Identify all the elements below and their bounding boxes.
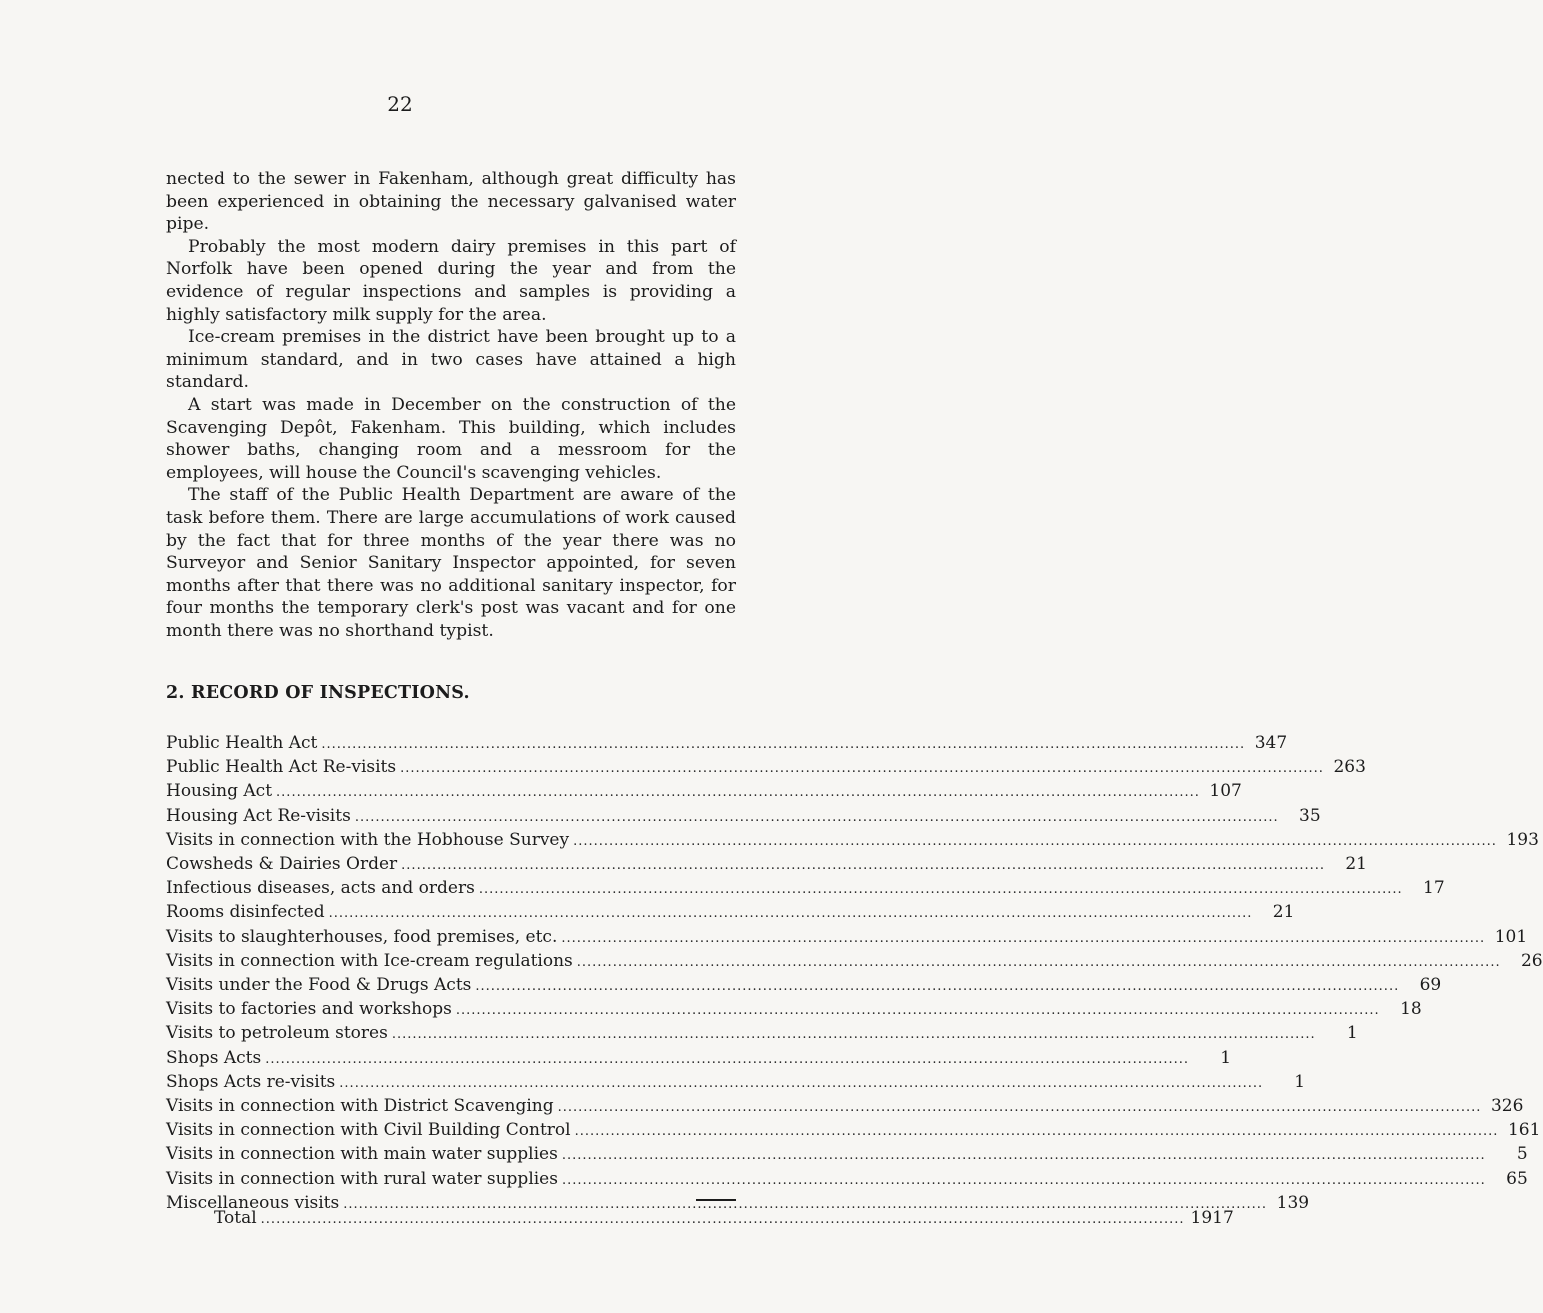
page-number: 22	[387, 92, 413, 116]
inspection-row	[166, 1022, 1358, 1046]
inspection-count: 139	[1276, 1192, 1310, 1213]
inspection-label: Visits in connection with main water supplies	[166, 1144, 558, 1165]
total-value: 1917	[1190, 1208, 1234, 1228]
dot-leader	[456, 1000, 1380, 1022]
inspection-label: Housing Act Re-visits	[166, 805, 351, 826]
dot-leader	[573, 831, 1497, 853]
inspection-count: 326	[1490, 1096, 1524, 1117]
inspection-count: 18	[1400, 999, 1422, 1020]
inspection-count: 1	[1346, 1023, 1358, 1044]
inspection-label: Shops Acts re-visits	[166, 1071, 336, 1092]
inspection-row	[166, 732, 1288, 756]
inspection-count: 65	[1506, 1168, 1528, 1189]
dot-leader	[261, 1212, 1185, 1227]
inspection-count: 26	[1520, 950, 1543, 971]
inspection-count: 263	[1333, 757, 1366, 778]
inspection-label: Visits in connection with the Hobhouse Survey	[166, 829, 570, 850]
inspection-label: Visits to factories and workshops	[166, 999, 452, 1020]
inspection-count: 161	[1507, 1120, 1541, 1141]
inspection-row	[166, 853, 1367, 877]
inspection-row	[166, 780, 1242, 804]
total-rule	[696, 1199, 736, 1201]
inspection-label: Visits under the Food & Drugs Acts	[166, 975, 472, 996]
dot-leader	[265, 1049, 1189, 1071]
inspection-count: 17	[1423, 878, 1445, 899]
dot-leader	[575, 1121, 1499, 1143]
dot-leader	[401, 855, 1325, 877]
dot-leader	[475, 976, 1399, 998]
paragraph-sewer-connection: nected to the sewer in Fakenham, although great difficulty has been experienced in obtaining the necessary galvanised water pipe.	[166, 169, 736, 235]
total-row	[214, 1208, 1234, 1228]
inspection-label: Housing Act	[166, 781, 273, 802]
inspection-count: 21	[1345, 854, 1367, 875]
inspection-count: 1	[1220, 1047, 1232, 1068]
inspection-count: 1	[1294, 1071, 1306, 1092]
dot-leader	[329, 903, 1253, 925]
inspection-row	[166, 829, 1539, 853]
dot-leader	[562, 1145, 1486, 1167]
dot-leader	[562, 1170, 1486, 1192]
inspection-row	[166, 877, 1445, 901]
inspection-label: Visits in connection with District Scavenging	[166, 1096, 554, 1117]
inspection-row	[166, 1095, 1524, 1119]
inspection-label: Visits to slaughterhouses, food premises, etc.	[166, 926, 558, 947]
inspection-label: Infectious diseases, acts and orders	[166, 878, 475, 899]
inspection-row	[166, 1047, 1232, 1071]
inspection-row	[166, 1143, 1528, 1167]
total-label: Total	[214, 1208, 257, 1228]
inspection-label: Visits in connection with Ice-cream regulations	[166, 950, 573, 971]
inspection-label: Public Health Act Re-visits	[166, 757, 397, 778]
inspection-label: Rooms disinfected	[166, 902, 325, 923]
dot-leader	[392, 1024, 1316, 1046]
dot-leader	[355, 807, 1279, 829]
inspection-label: Shops Acts	[166, 1047, 262, 1068]
dot-leader	[339, 1073, 1263, 1095]
inspection-count: 347	[1254, 733, 1288, 753]
inspection-row	[166, 901, 1295, 925]
inspection-row	[166, 950, 1543, 974]
inspection-label: Miscellaneous visits	[166, 1192, 340, 1213]
inspection-row	[166, 1071, 1306, 1095]
section-heading: 2. RECORD OF INSPECTIONS.	[166, 683, 470, 703]
inspection-count: 5	[1516, 1144, 1528, 1165]
inspection-count: 107	[1209, 781, 1242, 802]
inspection-row	[166, 974, 1442, 998]
inspection-label: Public Health Act	[166, 733, 318, 753]
inspection-row	[166, 998, 1422, 1022]
paragraph-scavenging-depot: A start was made in December on the construction of the Scavenging Depôt, Fakenham. This building, which includes shower baths, changing room and a messroom for the employees, will house the Council's scavenging vehicles.	[166, 394, 736, 483]
paragraph-dairy-premises: Probably the most modern dairy premises in this part of Norfolk have been opened during the year and from the evidence of regular inspections and samples is providing a highly satisfactory milk supply for the area.	[166, 236, 736, 325]
dot-leader	[276, 782, 1200, 804]
paragraph-staff-shortage: The staff of the Public Health Department are aware of the task before them. There are large accumulations of work caused by the fact that for three months of the year there was no Surveyor and Senior Sanitary Inspector appointed, for seven months after that there was no additional sanitary inspector, for four months the temporary clerk's post was vacant and for one month there was no shorthand typist.	[166, 485, 736, 641]
dot-leader	[558, 1097, 1482, 1119]
dot-leader	[561, 928, 1485, 950]
inspection-label: Cowsheds & Dairies Order	[166, 854, 398, 875]
inspection-label: Visits to petroleum stores	[166, 1023, 388, 1044]
dot-leader	[577, 952, 1501, 974]
inspection-row	[166, 1168, 1528, 1192]
inspection-label: Visits in connection with rural water supplies	[166, 1168, 558, 1189]
inspection-label: Visits in connection with Civil Building Control	[166, 1120, 571, 1141]
inspection-count: 69	[1419, 975, 1442, 996]
dot-leader	[400, 758, 1324, 780]
inspection-count: 21	[1272, 902, 1295, 923]
inspection-row	[166, 1119, 1541, 1143]
inspection-row	[166, 805, 1321, 829]
body-text	[166, 168, 736, 642]
dot-leader	[479, 879, 1403, 901]
inspection-count: 101	[1494, 926, 1528, 947]
inspection-row	[166, 926, 1528, 950]
inspection-records-list	[166, 732, 1543, 1216]
inspection-count: 193	[1506, 829, 1539, 850]
paragraph-ice-cream-premises: Ice-cream premises in the district have been brought up to a minimum standard, and in two cases have attained a high standard.	[166, 327, 736, 393]
inspection-row	[166, 756, 1366, 780]
inspection-count: 35	[1299, 805, 1321, 826]
dot-leader	[321, 734, 1245, 756]
